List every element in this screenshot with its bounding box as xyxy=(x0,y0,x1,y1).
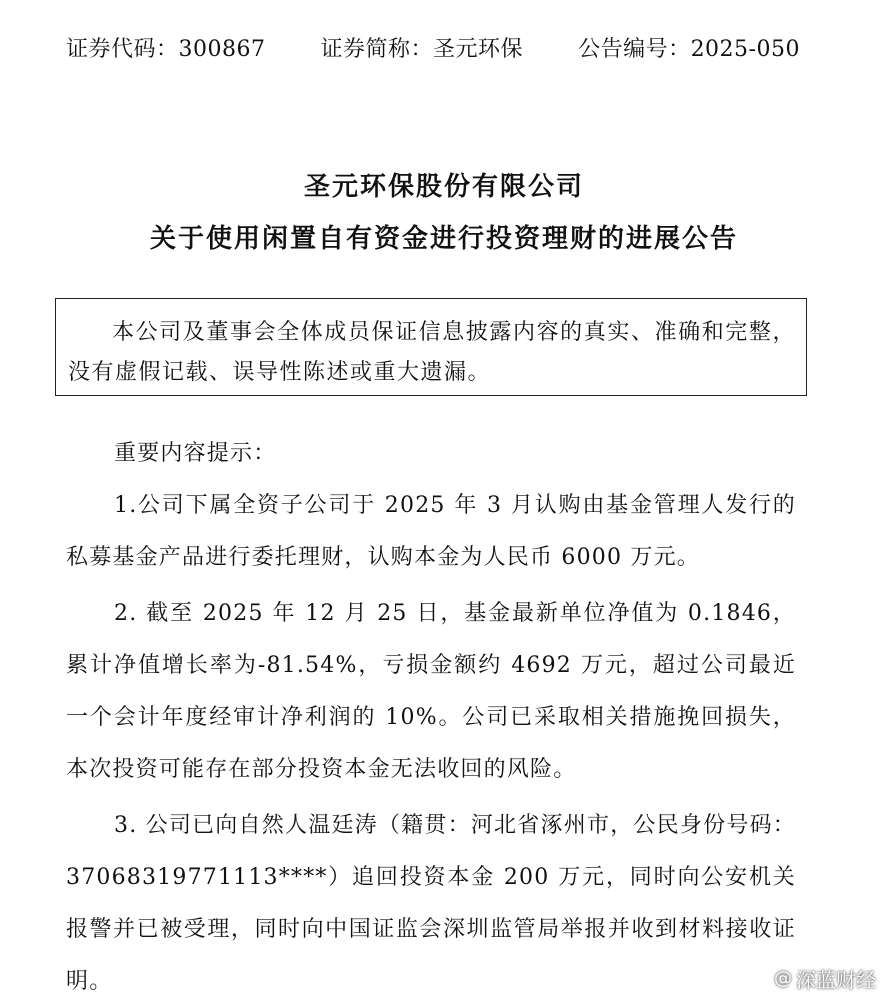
item-1-paragraph: 1.公司下属全资子公司于 2025 年 3 月认购由基金管理人发行的私募基金产品进行委托理财，认购本金为人民币 6000 万元。 xyxy=(66,493,796,570)
important-heading: 重要内容提示： xyxy=(114,441,277,466)
disclosure-guarantee-text: 本公司及董事会全体成员保证信息披露内容的真实、准确和完整，没有虚假记载、误导性陈述或重大遗漏。 xyxy=(68,320,796,385)
item-2-paragraph: 2. 截至 2025 年 12 月 25 日，基金最新单位净值为 0.1846，累计净值增长率为-81.54%，亏损金额约 4692 万元，超过公司最近一个会计年度经审计净利润的 10%。公司已采取相关措施挽回损失，本次投资可能存在部分投资本金无法收回的风险。 xyxy=(66,601,796,782)
announcement-title: 关于使用闲置自有资金进行投资理财的进展公告 xyxy=(149,224,738,254)
watermark-text: 深蓝财经 xyxy=(796,968,876,992)
stock-abbreviation: 证券简称：圣元环保 xyxy=(320,37,524,62)
disclosure-guarantee-box xyxy=(55,298,807,396)
company-title: 圣元环保股份有限公司 xyxy=(303,172,584,202)
watermark xyxy=(774,964,876,993)
item-3-paragraph: 3. 公司已向自然人温廷涛（籍贯：河北省涿州市，公民身份号码：37068319771113****）追回投资本金 200 万元，同时向公安机关报警并已被受理，同时向中国证监会深圳监管局举报并收到材料接收证明。 xyxy=(66,813,796,994)
announcement-header xyxy=(66,32,800,63)
watermark-at-icon: @ xyxy=(774,968,792,989)
announcement-number: 公告编号：2025-050 xyxy=(578,37,800,62)
stock-code: 证券代码：300867 xyxy=(66,37,266,62)
